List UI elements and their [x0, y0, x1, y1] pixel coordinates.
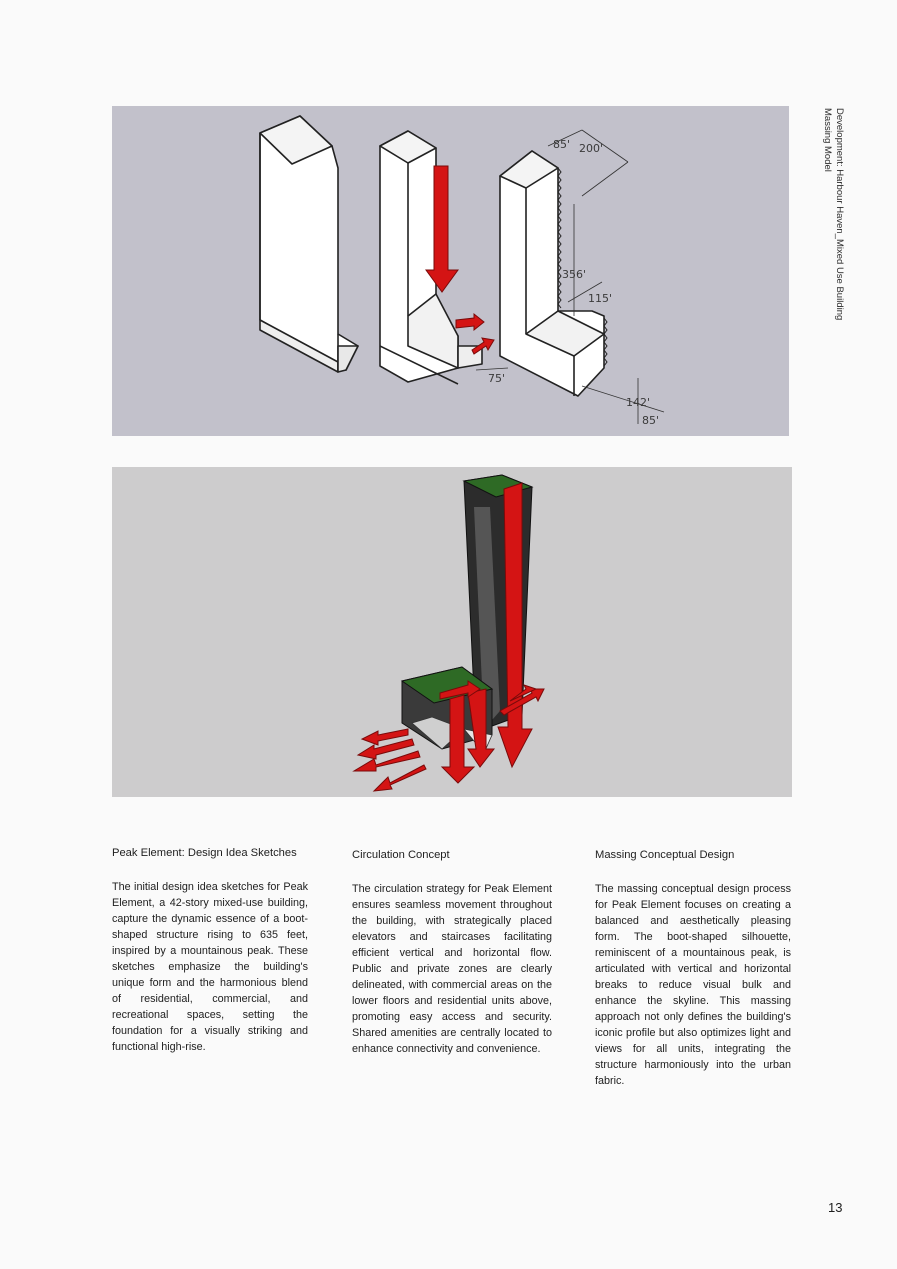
dimension-label: 200': [579, 142, 604, 155]
column-body: The circulation strategy for Peak Element ensures seamless movement throughout the building, with strategically placed elevators and staircases facilitating efficient vertical and horizontal flow. Public and private zones are clearly delineated, with commercial areas on the lower floors and residential units above, promoting easy access and security. Shared amenities are centrally located to enhance connectivity and convenience.: [352, 883, 552, 1055]
column-heading: Circulation Concept: [352, 849, 450, 861]
column-body: The initial design idea sketches for Peak Element, a 42-story mixed-use building, capture the dynamic essence of a boot-shaped structure rising to 635 feet, inspired by a mountainous peak. These sketches emphasize the building's unique form and the harmonious blend of residential, commercial, and recreational spaces, setting the foundation for a visually striking and functional high-rise.: [112, 881, 308, 1053]
dimension-label: 85': [642, 414, 660, 427]
column-body: The massing conceptual design process for Peak Element focuses on creating a balanced and aesthetically pleasing form. The boot-shaped silhouette, reminiscent of a mountainous peak, is articulated with vertical and horizontal breaks to reduce visual bulk and enhance the skyline. This massing approach not only defines the building's iconic profile but also optimizes light and views for all units, integrating the structure harmoniously into the urban fabric.: [595, 883, 791, 1087]
dimension-label: 85': [553, 138, 571, 151]
page-number: 13: [828, 1200, 843, 1215]
massing-design-column: [595, 847, 791, 1089]
dimension-label: 115': [588, 292, 613, 305]
massing-sketch-figure: [112, 106, 789, 436]
circulation-model-drawing: [112, 467, 792, 797]
dimension-label: 142': [626, 396, 651, 409]
side-title: Development: Harbour Haven_Mixed Use Building Massing Model: [822, 108, 845, 321]
dimension-label: 356': [562, 268, 587, 281]
circulation-concept-column: [352, 847, 552, 1057]
design-sketches-column: [112, 845, 308, 1055]
circulation-model-figure: [112, 467, 792, 797]
massing-sketch-drawing: [112, 106, 789, 436]
column-heading: Peak Element: Design Idea Sketches: [112, 847, 297, 859]
column-heading: Massing Conceptual Design: [595, 849, 735, 861]
model-3-outline: [500, 151, 604, 396]
dimension-label: 75': [488, 372, 506, 385]
